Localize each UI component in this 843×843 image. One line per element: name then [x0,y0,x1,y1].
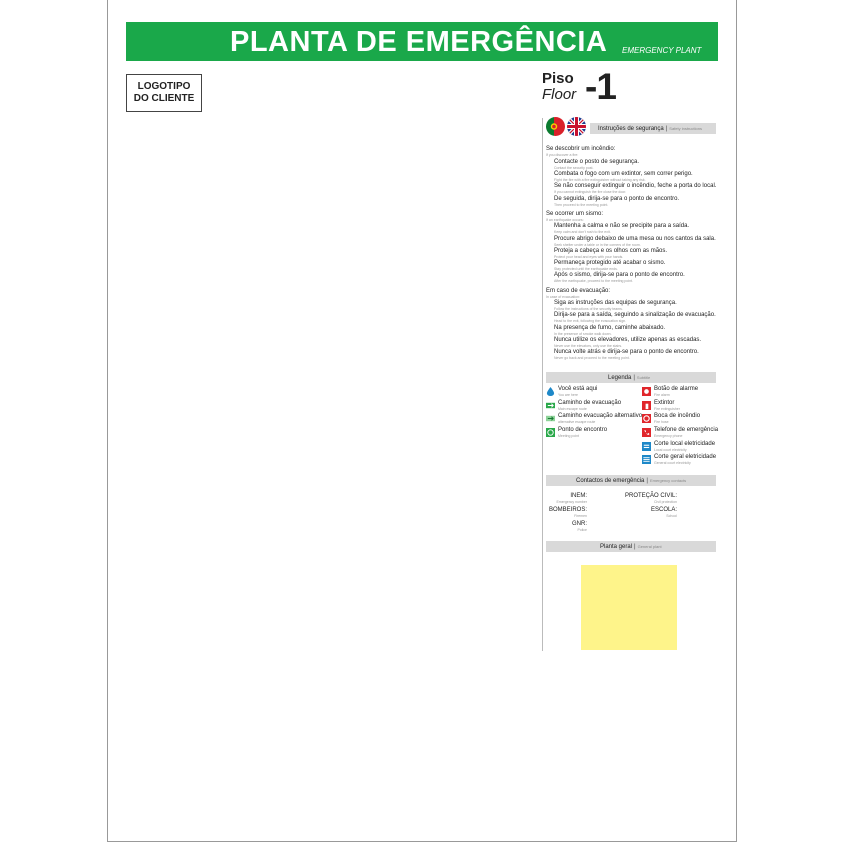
list-item: Nunca volte atrás e dirija-se para o ponto de encontro. Never go back and proceed to the meeting point. [554,349,699,360]
list-item: Dirija-se para a saída, seguindo a sinalização de evacuação. Head to the exit, following the evacuation sign. [554,312,716,323]
floor-label-en: Floor [542,86,577,103]
evac-heading [546,288,610,299]
contacts-bar-pt: Contactos de emergência [576,478,645,484]
contact-firemen: BOMBEIROS: Firemen [548,507,587,518]
evac-heading-en: In case of evacuation: [546,295,581,299]
list-item: Combata o fogo com um extintor, sem correr perigo. Fight the fire with a fire extinguisher without taking any risk. [554,171,693,182]
client-logo-placeholder [126,74,202,112]
quake-heading-en: If an earthquake occurs: [546,218,584,222]
language-flags [546,117,588,137]
header-banner [126,22,718,61]
list-item: Na presença de fumo, caminhe abaixado. In the presence of smoke walk down. [554,325,666,336]
quake-heading [546,211,603,222]
page-title: PLANTA DE EMERGÊNCIA [230,26,608,58]
list-item: Siga as instruções das equipas de segurança. Follow the instructions of the security teams. [554,300,677,311]
evacuation-route-icon [546,401,555,410]
list-item: Permaneça protegido até acabar o sismo. Stay protected until the earthquake ends. [554,260,666,271]
logo-line-2: DO CLIENTE [133,93,195,104]
water-drop-icon [546,387,555,396]
emergency-phone-icon [642,428,651,437]
evac-heading-pt: Em caso de evacuação: [546,288,611,294]
logo-line-1: LOGOTIPO [137,81,191,92]
contacts-bar-en: Emergency contacts [649,478,687,483]
fire-heading-pt: Se descobrir um incêndio: [546,146,616,152]
uk-flag-icon [567,117,586,136]
contact-inem: INEM: Emergency number [556,493,587,504]
list-item: Mantenha a calma e não se precipite para a saída. Keep calm and don't rush to the exit. [554,223,690,234]
alarm-button-icon [642,387,651,396]
floor-number: -1 [585,66,616,107]
contact-school: ESCOLA: School [650,507,677,518]
list-item: Após o sismo, dirija-se para o ponto de encontro. After the earthquake, proceed to the meeting point. [554,272,685,283]
contact-police: GNR: Police [572,521,587,532]
floor-indicator [542,66,632,110]
safety-bar-pt: Instruções de segurança [598,126,664,132]
general-plan-area [581,565,677,650]
alt-route-icon [546,414,555,423]
panel-divider [542,118,543,651]
list-item: Proteja a cabeça e os olhos com as mãos. Protect your head and eyes with your hands. [554,248,668,259]
list-item: Contacte o posto de segurança. Contact the security post. [554,159,640,170]
list-item: Nunca utilize os elevadores, utilize apenas as escadas. Never use the elevators, only use the stairs. [554,337,702,348]
contacts-bar: Contactos de emergência | Emergency contacts [546,475,716,486]
legend-bar-en: Subtitle [636,375,651,380]
list-item: De seguida, dirija-se para o ponto de encontro. Then proceed to the meeting point. [554,196,680,207]
fire-hose-icon [642,414,651,423]
portugal-flag-icon [546,117,565,136]
fire-heading [546,146,615,157]
page-subtitle: EMERGENCY PLANT [622,46,702,55]
safety-bar-en: Safety instructions [669,126,702,131]
extinguisher-icon [642,401,651,410]
meeting-point-icon [546,428,555,437]
list-item: Se não conseguir extinguir o incêndio, feche a porta do local. If you cannot extinguish the fire close the door. [554,183,717,194]
contact-civil-protection: PROTEÇÃO CIVIL: Civil protection [624,493,677,504]
general-bar-pt: Planta geral [600,544,633,550]
fire-heading-en: If you discover a fire: [546,153,579,157]
general-bar-en: General plant [637,544,662,549]
general-power-cut-icon [642,455,651,464]
list-item: Procure abrigo debaixo de uma mesa ou nos cantos da sala. Seek shelter under a table or in the corners of the room. [554,236,716,247]
safety-instructions-bar: Instruções de segurança | Safety instructions [590,123,716,134]
floor-label-pt: Piso [542,70,574,87]
legend-bar: Legenda | Subtitle [546,372,716,383]
local-power-cut-icon [642,442,651,451]
legend-bar-pt: Legenda [608,375,632,381]
quake-heading-pt: Se ocorrer um sismo: [546,211,604,217]
general-plan-bar: Planta geral | General plant [546,541,716,552]
